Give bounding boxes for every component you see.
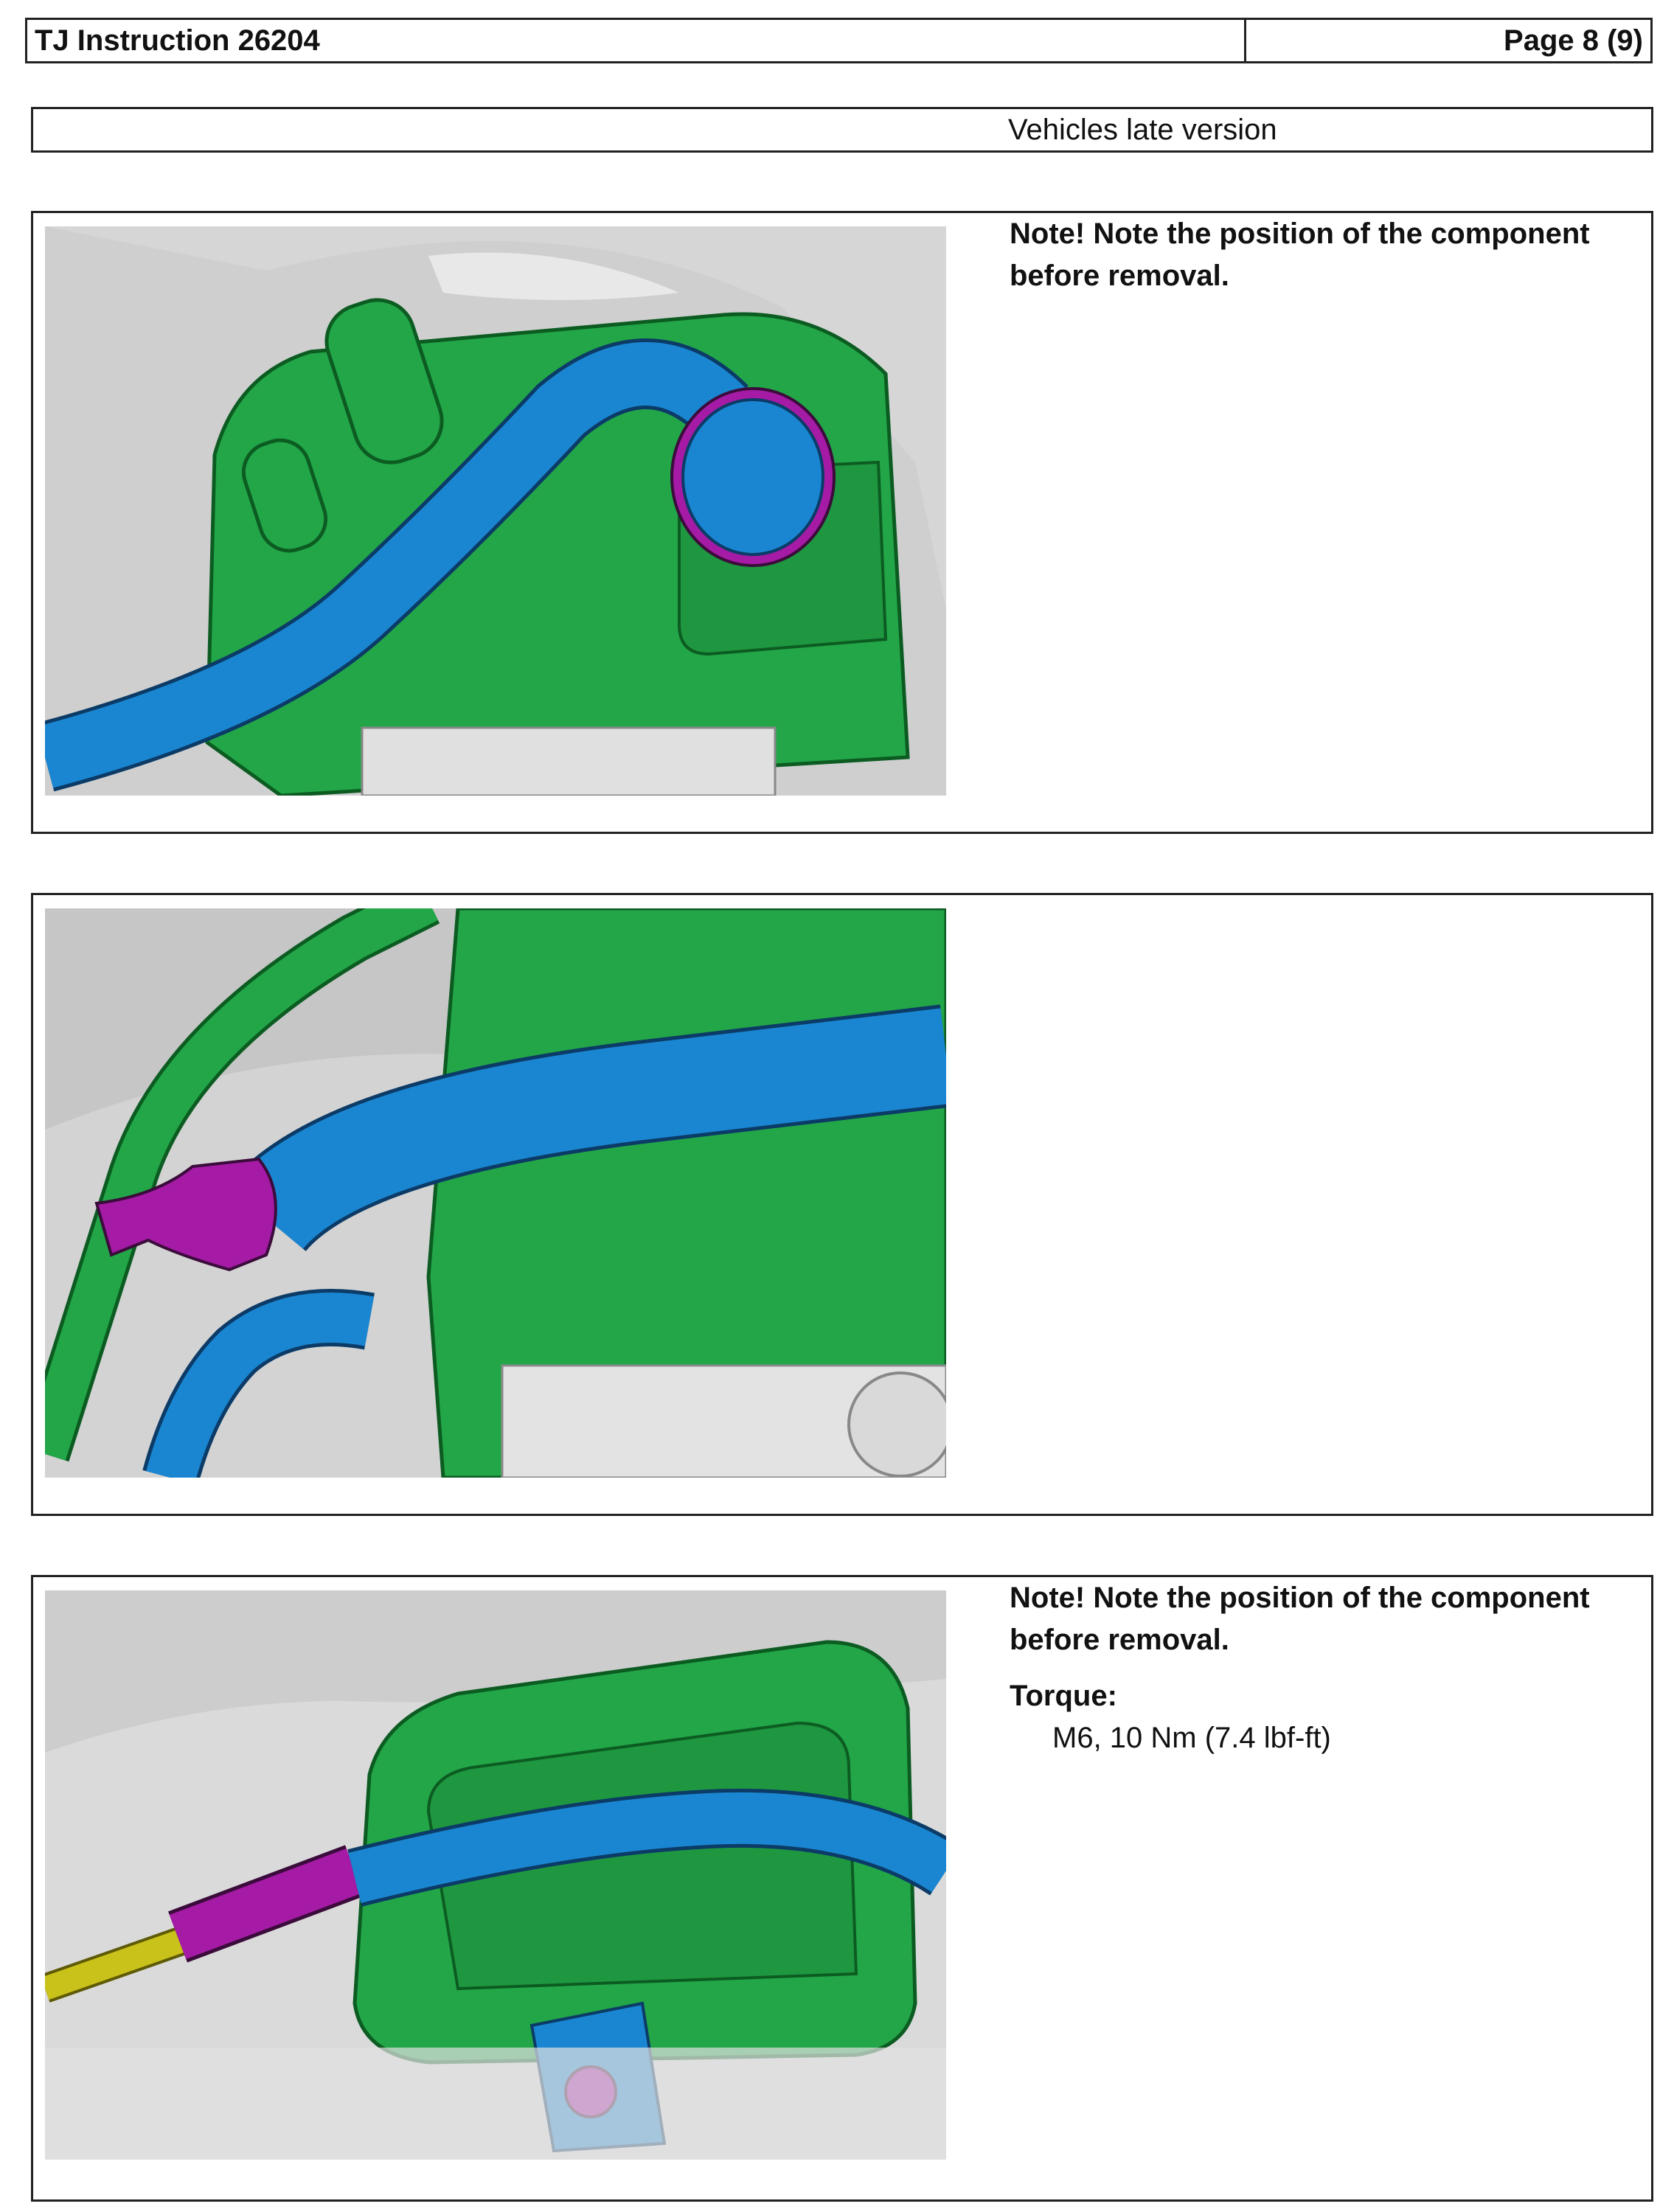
step-2-illustration: [45, 908, 946, 1478]
variant-label: Vehicles late version: [1008, 114, 1277, 146]
variant-row: [31, 107, 1653, 153]
instruction-step-3: [31, 1575, 1653, 2202]
torque-title: Torque:: [1010, 1680, 1117, 1712]
document-title: TJ Instruction 26204: [27, 20, 1246, 61]
instruction-step-2: [31, 893, 1653, 1516]
step-3-illustration: [45, 1590, 946, 2160]
document-header: [25, 18, 1653, 63]
instruction-step-1: [31, 211, 1653, 834]
page-number: Page 8 (9): [1504, 24, 1643, 57]
torque-value: M6, 10 Nm (7.4 lbf-ft): [1052, 1722, 1331, 1754]
step-3-note: Note! Note the position of the component before removal.: [1010, 1582, 1590, 1656]
step-1-note: Note! Note the position of the component before removal.: [1010, 218, 1590, 292]
step-1-illustration: [45, 226, 946, 796]
